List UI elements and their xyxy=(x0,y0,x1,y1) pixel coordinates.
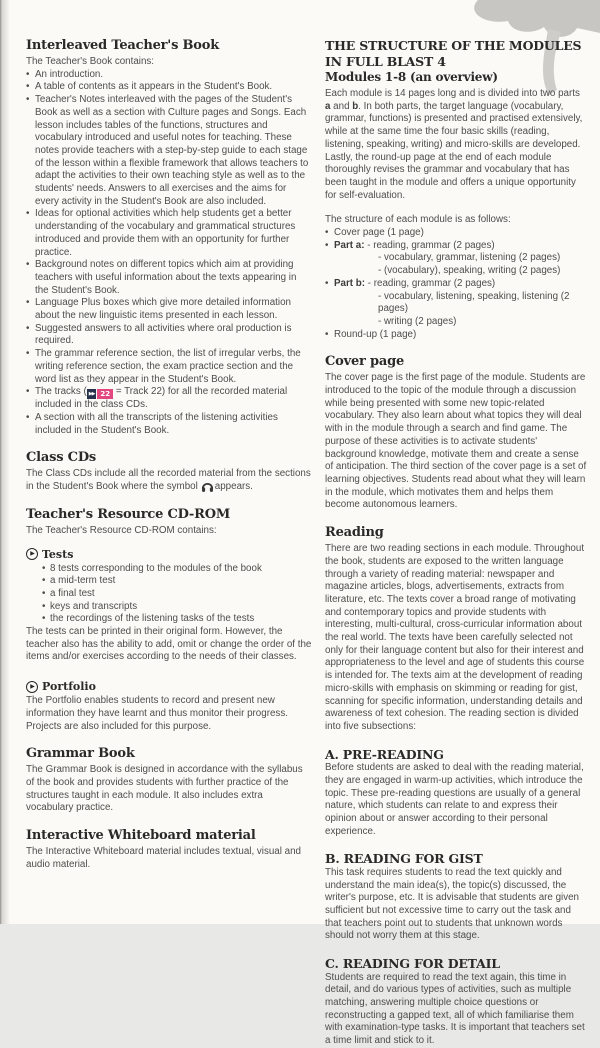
section-reading xyxy=(325,525,588,734)
tests-title: Tests xyxy=(42,547,74,561)
heading-cover-page: Cover page xyxy=(325,354,405,370)
list-item: • A table of contents as it appears in the Student's Book. xyxy=(26,81,312,94)
page-title-line1: THE STRUCTURE OF THE MODULES xyxy=(325,38,582,53)
section-cover-page xyxy=(325,354,588,512)
list-item: • A section with all the transcripts of the listening activities included in the Student's Book. xyxy=(26,412,312,437)
section-pre-reading xyxy=(325,747,588,839)
portfolio-title: Portfolio xyxy=(42,680,96,694)
list-item: • Language Plus boxes which give more detailed information about the new linguistic items presented in each lesson. xyxy=(26,297,312,322)
paragraph xyxy=(26,468,312,493)
part-a-label: Part a: xyxy=(334,239,365,251)
heading-class-cds: Class CDs xyxy=(26,450,97,466)
section-interactive-whiteboard xyxy=(26,828,312,871)
subheading-portfolio xyxy=(26,680,312,693)
play-circle-icon xyxy=(26,548,38,560)
list-item-part-a xyxy=(325,240,588,278)
heading-grammar-book: Grammar Book xyxy=(26,746,135,762)
paragraph xyxy=(325,88,588,202)
class-cds-text-pre: The Class CDs include all the recorded material from the sections in the Student's Book where the symbol xyxy=(26,468,311,493)
headphones-icon xyxy=(201,481,214,492)
list-item: • The grammar reference section, the list of irregular verbs, the writing reference section, the exam practice section and the word list as they appear in the Student's Book. xyxy=(26,348,312,386)
list-item: • Teacher's Notes interleaved with the pages of the Student's Book as well as a section with Culture pages and Songs. Each lesson includes tables of the functions, structures and vocabulary introduced and useful notes for teaching. These notes provide teachers with a step-by-step guide to each stage of the lesson within a flexible framework that allows teachers to adapt the activities to their own teaching style as well as to the students' needs. Answers to all exercises and the aims for every activity in the Student's Book are also included. xyxy=(26,94,312,208)
part-b-line1: - reading, grammar (2 pages) xyxy=(367,277,496,289)
track-number: 22 xyxy=(97,389,113,399)
paragraph: There are two reading sections in each module. Throughout the book, students are exposed to the written language through a variety of reading material: newspaper and magazine articles, blogs, advertisements, extracts from literature, etc. The texts cover a broad range of motivating and contemporary topics and provide students with interesting, multi-cultural, cross-curricular information about the real world. The texts have been carefully selected not only for their language content but also for their interest and appropriateness to the level and age of students this course is intended for. The texts aim at the development of reading micro-skills with emphasis on skimming or reading for gist, scanning for specific information, understanding details and awareness of text cohesion. The reading section is divided into five subsections: xyxy=(325,543,585,732)
class-cds-text-post: appears. xyxy=(214,481,253,493)
tests-bullet-list xyxy=(42,563,312,627)
list-item: • Cover page (1 page) xyxy=(325,227,588,240)
paragraph: Students are required to read the text again, this time in detail, and do various types of activities, such as multiple matching, answering multiple choice questions or reconstructing a gapped text, all of which familiarise them with examination-type tasks. It is important that teachers set a time limit and stick to it. xyxy=(325,971,585,1047)
play-glyph: ▶ xyxy=(30,682,35,690)
right-column xyxy=(325,38,588,1048)
heading-reading: Reading xyxy=(325,525,384,541)
module-structure-list xyxy=(325,227,588,341)
tracks-text-pre: The tracks ( xyxy=(35,386,87,398)
heading-reading-for-detail: C. READING FOR DETAIL xyxy=(325,956,500,972)
heading-interleaved-teachers-book: Interleaved Teacher's Book xyxy=(26,38,220,53)
teachers-book-bullet-list xyxy=(26,69,312,438)
paragraph: The Interactive Whiteboard material includes textual, visual and audio material. xyxy=(26,846,301,870)
part-b-label: Part b: xyxy=(334,277,366,289)
skip-track-icon: ▶▶ xyxy=(87,389,98,399)
heading-pre-reading: A. PRE-READING xyxy=(325,746,444,762)
paragraph: The tests can be printed in their original form. However, the teacher also has the ability to add, omit or change the order of the items and/or exercises according to the needs of their classes. xyxy=(26,626,312,663)
intro-segment: and xyxy=(330,100,353,112)
intro-bold: a xyxy=(325,100,331,112)
section-reading-for-gist xyxy=(325,851,588,943)
page-title-line2: IN FULL BLAST 4 xyxy=(325,53,446,69)
list-item: • a mid-term test xyxy=(42,575,312,588)
section-class-cds xyxy=(26,450,312,493)
list-item-tracks xyxy=(26,386,312,412)
section-teachers-resource-cdrom xyxy=(26,507,312,733)
list-item: • Ideas for optional activities which help students get a better understanding of the vocabulary and grammatical structures introduced and provide them with an opportunity for further practice. xyxy=(26,208,312,259)
heading-teachers-resource-cdrom: Teacher's Resource CD-ROM xyxy=(26,506,231,522)
heading-interactive-whiteboard: Interactive Whiteboard material xyxy=(26,828,256,844)
list-item: • a final test xyxy=(42,588,312,601)
paragraph: This task requires students to read the text quickly and understand the main idea(s), the topic(s) discussed, the writer's purpose, etc. It is advisable that students are given sufficient but not excessive time to carry out the task and that teachers point out to students that unknown words should not worry them at this stage. xyxy=(325,866,579,942)
play-circle-icon xyxy=(26,681,38,693)
list-item: • Suggested answers to all activities where oral production is required. xyxy=(26,323,312,348)
intro-segment: . In both parts, the target language (vocabulary, grammar, functions) is presented and practised extensively, while at the same time the four basic skills (reading, listening, speaking, writing) and micro-skills are developed. Lastly, the round-up page at the end of each module thoroughly revises the grammar and vocabulary that has been taught in the module and offers a unique opportunity for self-evaluation. xyxy=(325,100,583,201)
paragraph: The Portfolio enables students to record and present new information they have learnt and thus monitor their progress. Projects are also included for this purpose. xyxy=(26,695,288,732)
part-a-line2: - vocabulary, grammar, listening (2 pages) xyxy=(378,252,561,264)
section-structure-of-modules xyxy=(325,38,588,341)
subheading-tests xyxy=(26,548,312,561)
part-a-line3: - (vocabulary), speaking, writing (2 pages) xyxy=(378,265,561,277)
list-item: • the recordings of the listening tasks of the tests xyxy=(42,613,312,626)
paragraph: The cover page is the first page of the module. Students are introduced to the topic of the module through a discussion while being presented with some new topic-related vocabulary. They also learn about what topics they will deal with in the module through a search and find game. The purpose of these activities is to activate students' background knowledge, motivate them and create a sense of anticipation. The third section of the cover page is a set of learning objectives. Students read about what they will learn in the module, which motivates them and helps them become autonomous learners. xyxy=(325,372,587,511)
paragraph: The Teacher's Book contains: xyxy=(26,56,155,67)
section-reading-for-detail xyxy=(325,956,588,1048)
left-column xyxy=(26,38,312,871)
heading-reading-for-gist: B. READING FOR GIST xyxy=(325,851,483,867)
part-b-line3: - writing (2 pages) xyxy=(378,315,457,327)
intro-segment: Each module is 14 pages long and is divided into two parts xyxy=(325,88,580,99)
part-b-line2: - vocabulary, listening, speaking, listening (2 pages) xyxy=(378,290,570,315)
list-item: • keys and transcripts xyxy=(42,601,312,614)
list-item: • Round-up (1 page) xyxy=(325,329,588,342)
list-item: • Background notes on different topics which aim at providing teachers with useful information about the texts appearing in the Student's Book. xyxy=(26,259,312,297)
section-grammar-book xyxy=(26,746,312,815)
section-interleaved-teachers-book xyxy=(26,38,312,437)
paragraph: Before students are asked to deal with the reading material, they are engaged in warm-up activities, which introduce the topic. These pre-reading questions are usually of a general nature, which students can relate to and express their opinion about or answer according to their personal experience. xyxy=(325,762,584,837)
paragraph: The Teacher's Resource CD-ROM contains: xyxy=(26,524,217,536)
part-a-line1: - reading, grammar (2 pages) xyxy=(367,239,495,251)
list-item: • An introduction. xyxy=(26,69,312,82)
intro-bold: b xyxy=(352,100,359,112)
list-item-part-b xyxy=(325,278,588,329)
play-glyph: ▶ xyxy=(30,550,35,557)
skip-track-badge xyxy=(87,389,113,399)
tracks-text-post: = Track 22) for all the recorded material included in the class CDs. xyxy=(35,386,288,411)
structure-intro: The structure of each module is as follows: xyxy=(325,214,511,226)
paragraph: The Grammar Book is designed in accordance with the syllabus of the book and provides students with further practice of the structures taught in each module. It also includes extra vocabulary practice. xyxy=(26,764,303,814)
subtitle-modules-overview: Modules 1-8 (an overview) xyxy=(325,70,498,84)
list-item: • 8 tests corresponding to the modules of the book xyxy=(42,563,312,576)
